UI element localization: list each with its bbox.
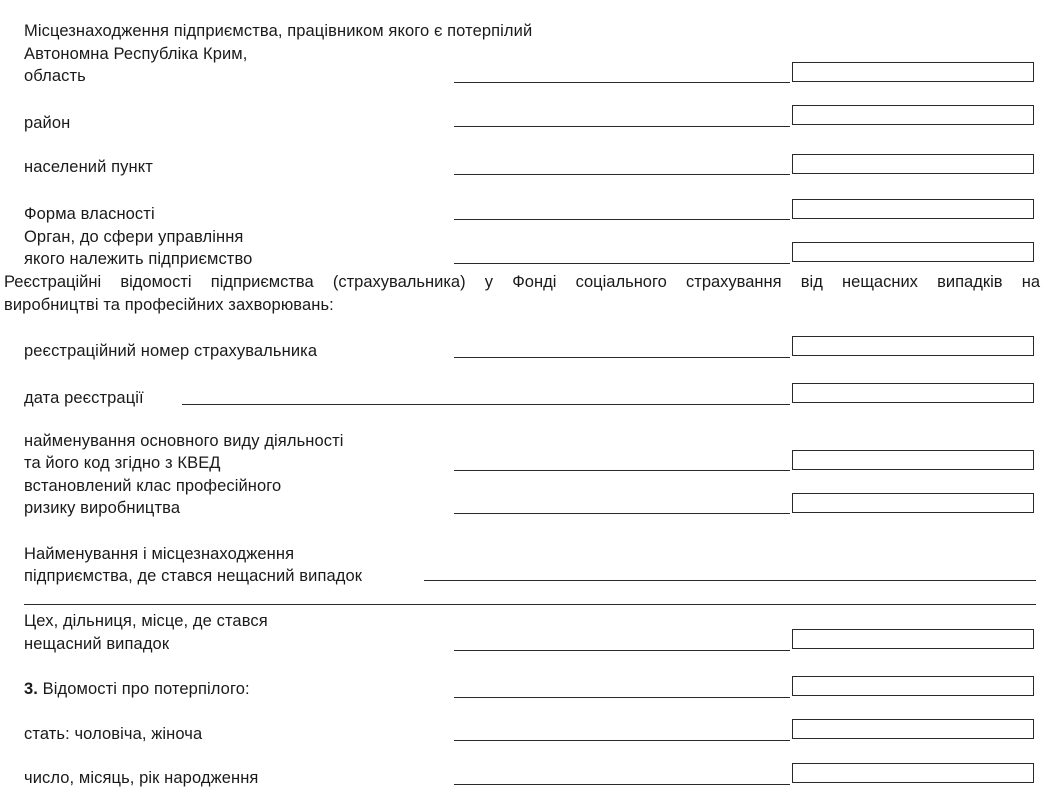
authority-label-line2: якого належить підприємство: [24, 250, 253, 268]
activity-label-line1: найменування основного виду діяльності: [24, 432, 344, 450]
settlement-field-line[interactable]: [454, 174, 790, 175]
insurer-reg-number-label: реєстраційний номер страхувальника: [24, 342, 318, 360]
oblast-label: область: [24, 67, 86, 85]
section3-number: 3.: [24, 680, 38, 698]
workshop-code-box[interactable]: [792, 629, 1034, 649]
enterprise-location-heading: Місцезнаходження підприємства, працівником якого є потерпілий: [24, 22, 533, 40]
risk-class-field-line[interactable]: [454, 513, 790, 514]
sex-label: стать: чоловіча, жіноча: [24, 725, 203, 743]
section3-label: Відомості про потерпілого:: [42, 680, 250, 698]
accident-enterprise-field-line1[interactable]: [424, 580, 1036, 581]
sex-field-line[interactable]: [454, 740, 790, 741]
registration-date-label: дата реєстрації: [24, 389, 144, 407]
risk-class-label-line2: ризику виробництва: [24, 499, 181, 517]
accident-enterprise-label-line2: підприємства, де стався нещасний випадок: [24, 567, 363, 585]
authority-label-line1: Орган, до сфери управління: [24, 228, 244, 246]
sex-box[interactable]: [792, 719, 1034, 739]
workshop-label-line1: Цех, дільниця, місце, де стався: [24, 612, 268, 630]
registration-date-field-line[interactable]: [182, 404, 790, 405]
ownership-form-field-line[interactable]: [454, 219, 790, 220]
oblast-code-box[interactable]: [792, 62, 1034, 82]
section3-field-line[interactable]: [454, 697, 790, 698]
raion-field-line[interactable]: [454, 126, 790, 127]
registration-date-box[interactable]: [792, 383, 1034, 403]
section3-box[interactable]: [792, 676, 1034, 696]
crimea-label: Автономна Республіка Крим,: [24, 45, 248, 63]
authority-code-box[interactable]: [792, 242, 1034, 262]
activity-field-line[interactable]: [454, 470, 790, 471]
insurer-reg-number-field-line[interactable]: [454, 357, 790, 358]
raion-code-box[interactable]: [792, 105, 1034, 125]
birthdate-field-line[interactable]: [454, 784, 790, 785]
activity-label-line2: та його код згідно з КВЕД: [24, 454, 221, 472]
activity-code-box[interactable]: [792, 450, 1034, 470]
risk-class-box[interactable]: [792, 493, 1034, 513]
settlement-code-box[interactable]: [792, 154, 1034, 174]
authority-field-line[interactable]: [454, 263, 790, 264]
risk-class-label-line1: встановлений клас професійного: [24, 477, 282, 495]
section3-heading: [24, 680, 250, 699]
workshop-label-line2: нещасний випадок: [24, 635, 170, 653]
birthdate-label: число, місяць, рік народження: [24, 769, 259, 787]
ownership-form-code-box[interactable]: [792, 199, 1034, 219]
ownership-form-label: Форма власності: [24, 205, 155, 223]
registration-intro-line2: виробництві та професійних захворювань:: [4, 296, 334, 314]
insurer-reg-number-box[interactable]: [792, 336, 1034, 356]
oblast-field-line[interactable]: [454, 82, 790, 83]
settlement-label: населений пункт: [24, 158, 153, 176]
registration-intro-line1: Реєстраційні відомості підприємства (страхувальника) у Фонді соціального страхування від нещасних випадків на: [4, 273, 1040, 291]
accident-enterprise-label-line1: Найменування і місцезнаходження: [24, 545, 295, 563]
birthdate-box[interactable]: [792, 763, 1034, 783]
accident-enterprise-field-line2[interactable]: [24, 604, 1036, 605]
raion-label: район: [24, 114, 71, 132]
workshop-field-line[interactable]: [454, 650, 790, 651]
